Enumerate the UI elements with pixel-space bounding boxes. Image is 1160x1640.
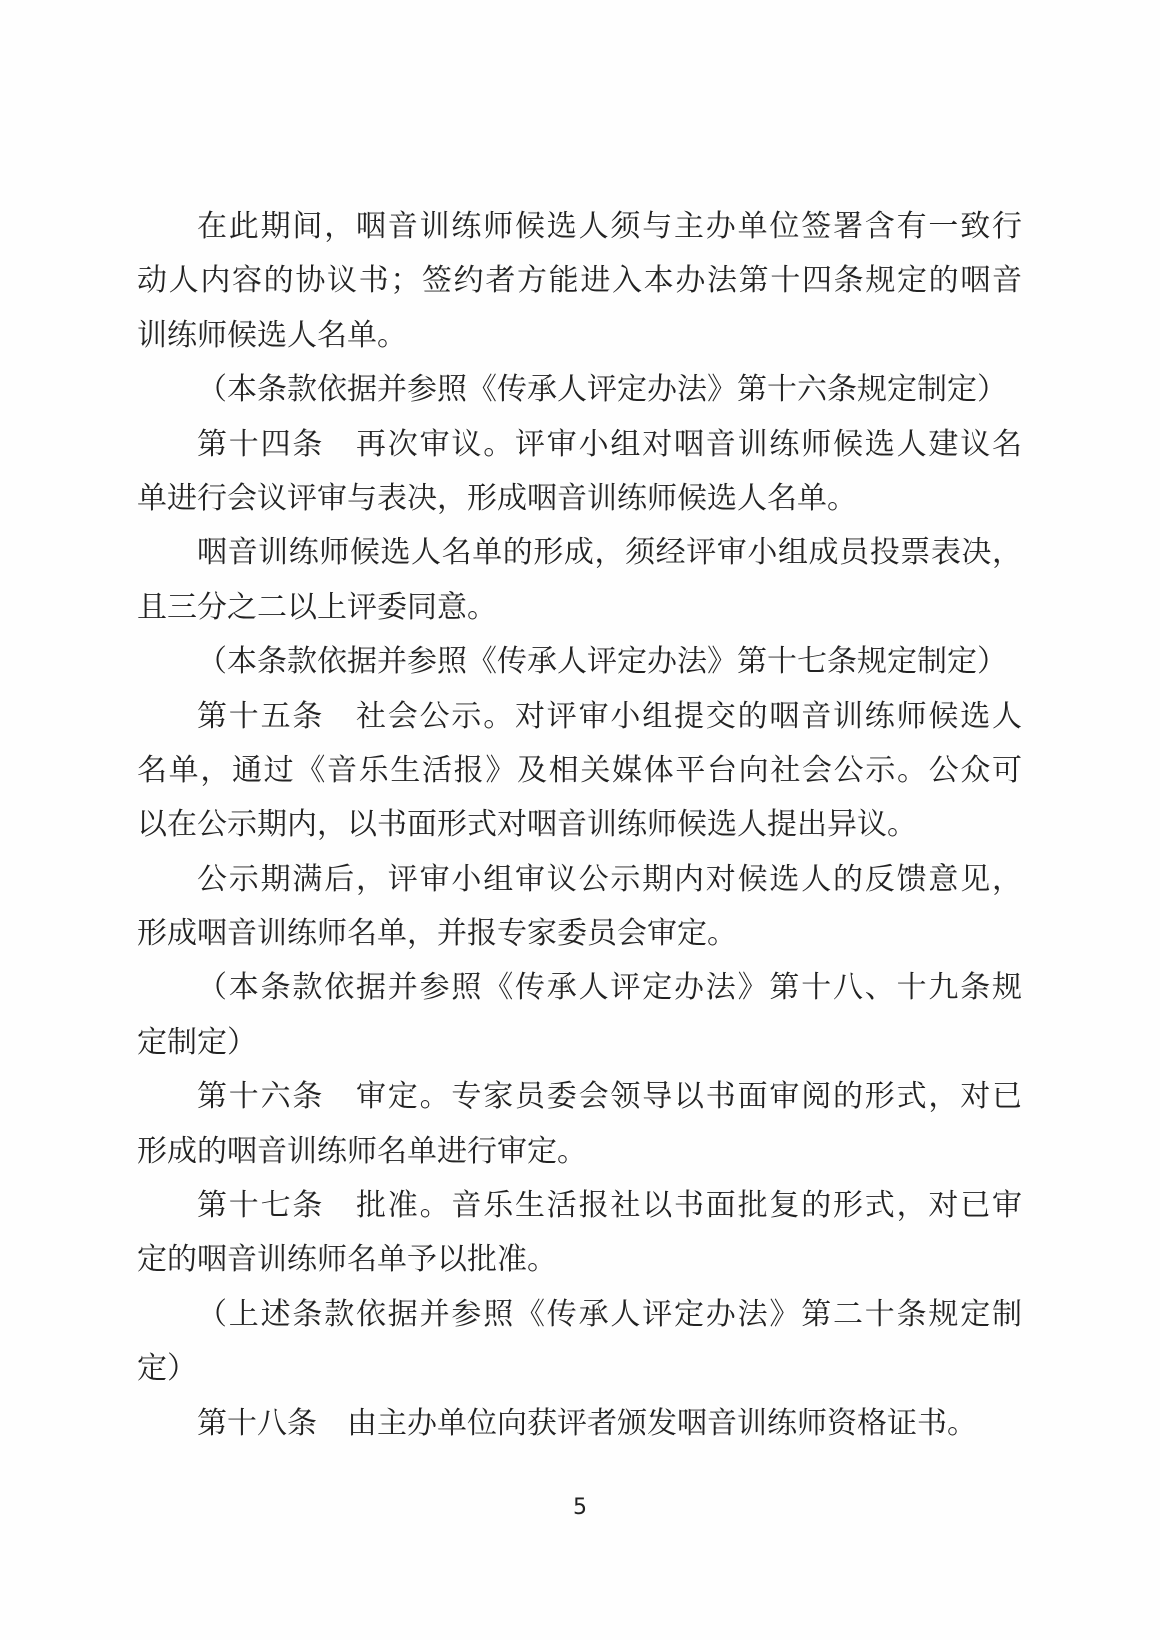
text-line: 第十七条 批准。音乐生活报社以书面批复的形式，对已审 xyxy=(197,1189,1022,1223)
text-line: 训练师候选人名单。 xyxy=(137,318,407,352)
text-line: 在此期间，咽音训练师候选人须与主办单位签署含有一致行 xyxy=(197,210,1022,243)
text-line: （本条款依据并参照《传承人评定办法》第十八、十九条规 xyxy=(197,971,1022,1005)
text-line: 咽音训练师候选人名单的形成，须经评审小组成员投票表决， xyxy=(197,536,1022,570)
text-line: 定） xyxy=(137,1352,197,1386)
text-line: 动人内容的协议书；签约者方能进入本办法第十四条规定的咽音 xyxy=(137,264,1022,298)
text-line: 公示期满后，评审小组审议公示期内对候选人的反馈意见， xyxy=(197,862,1022,896)
text-line: 第十八条 由主办单位向获评者颁发咽音训练师资格证书。 xyxy=(197,1406,977,1440)
text-line: 定制定） xyxy=(137,1025,257,1059)
text-line: 第十五条 社会公示。对评审小组提交的咽音训练师候选人 xyxy=(197,699,1022,733)
text-line: 单进行会议评审与表决，形成咽音训练师候选人名单。 xyxy=(137,481,857,515)
text-line: 形成的咽音训练师名单进行审定。 xyxy=(137,1134,587,1168)
text-line: 形成咽音训练师名单，并报专家委员会审定。 xyxy=(137,917,737,951)
page-number: 5 xyxy=(573,1495,587,1520)
text-line: 且三分之二以上评委同意。 xyxy=(137,590,497,624)
text-line: 定的咽音训练师名单予以批准。 xyxy=(137,1243,557,1277)
text-line: （本条款依据并参照《传承人评定办法》第十六条规定制定） xyxy=(197,373,1007,407)
text-line: 第十四条 再次审议。评审小组对咽音训练师候选人建议名 xyxy=(197,427,1022,461)
text-line: 名单，通过《音乐生活报》及相关媒体平台向社会公示。公众可 xyxy=(137,753,1022,787)
text-line: 第十六条 审定。专家员委会领导以书面审阅的形式，对已 xyxy=(197,1080,1022,1114)
text-line: （本条款依据并参照《传承人评定办法》第十七条规定制定） xyxy=(197,645,1007,679)
document-body xyxy=(137,200,1022,1451)
text-line: （上述条款依据并参照《传承人评定办法》第二十条规定制 xyxy=(197,1297,1022,1331)
text-line: 以在公示期内，以书面形式对咽音训练师候选人提出异议。 xyxy=(137,808,917,842)
